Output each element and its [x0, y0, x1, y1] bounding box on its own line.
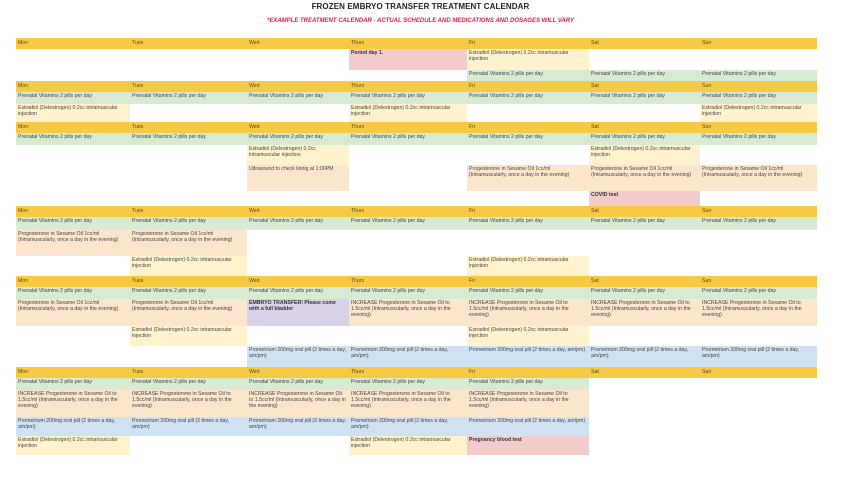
calendar-empty-cell	[247, 70, 349, 81]
calendar-row	[16, 390, 817, 417]
calendar-entry: INCREASE Progesterone in Sesame Oil to 1.5cc/ml (Intramuscularly, once a day in the evening)	[349, 390, 467, 417]
calendar-empty-cell	[700, 378, 817, 390]
calendar-empty-cell	[130, 346, 247, 367]
calendar-empty-cell	[589, 417, 700, 436]
day-header-fri: Fri	[467, 276, 589, 287]
day-header-wed: Wed	[247, 81, 349, 92]
calendar-entry: Prenatal Vitamins 2 pills per day	[16, 133, 130, 145]
calendar-empty-cell	[700, 145, 817, 165]
calendar-entry: INCREASE Progesterone in Sesame Oil to 1.5cc/ml (Intramuscularly, once a day in the evening)	[16, 390, 130, 417]
calendar-entry: Prenatal Vitamins 2 pills per day	[589, 217, 700, 230]
calendar-entry: Prenatal Vitamins 2 pills per day	[130, 287, 247, 299]
calendar-empty-cell	[247, 191, 349, 206]
day-header-sun: Sun	[700, 276, 817, 287]
calendar-empty-cell	[130, 191, 247, 206]
day-header-sat: Sat	[589, 206, 700, 217]
calendar-entry: Prenatal Vitamins 2 pills per day	[700, 287, 817, 299]
page-subtitle: *EXAMPLE TREATMENT CALENDAR - ACTUAL SCHEDULE AND MEDICATIONS AND DOSAGES WILL VARY	[266, 18, 574, 24]
calendar-entry: Prenatal Vitamins 2 pills per day	[349, 133, 467, 145]
calendar-entry: Prenatal Vitamins 2 pills per day	[589, 92, 700, 104]
day-header-mon: Mon	[16, 206, 130, 217]
calendar-empty-cell	[130, 104, 247, 122]
calendar-empty-cell	[589, 230, 700, 256]
calendar-entry: Progesterone in Sesame Oil 1cc/ml (Intramuscularly, once a day in the evening)	[16, 230, 130, 256]
calendar-empty-cell	[130, 70, 247, 81]
calendar-entry: Prenatal Vitamins 2 pills per day	[247, 133, 349, 145]
calendar-entry: Prometrium 200mg oral pill (2 times a day, am/pm)	[589, 346, 700, 367]
week-header-row	[16, 276, 817, 287]
calendar-empty-cell	[700, 49, 817, 70]
day-header-sun: Sun	[700, 122, 817, 133]
calendar-entry: Prenatal Vitamins 2 pills per day	[130, 378, 247, 390]
calendar-entry: Prenatal Vitamins 2 pills per day	[16, 217, 130, 230]
calendar-empty-cell	[247, 49, 349, 70]
calendar-entry: Estradiol (Delestrogen) 0.2cc intramuscular injection	[467, 326, 589, 346]
calendar-empty-cell	[700, 256, 817, 276]
calendar-entry: Prenatal Vitamins 2 pills per day	[700, 133, 817, 145]
day-header-sun: Sun	[700, 81, 817, 92]
day-header-sat: Sat	[589, 122, 700, 133]
calendar-entry: Progesterone in Sesame Oil 1cc/ml (Intramuscularly, once a day in the evening)	[130, 230, 247, 256]
day-header-sat: Sat	[589, 81, 700, 92]
calendar-entry: Prenatal Vitamins 2 pills per day	[589, 133, 700, 145]
week-header-row	[16, 122, 817, 133]
calendar-empty-cell	[589, 436, 700, 455]
calendar-empty-cell	[589, 256, 700, 276]
day-header-mon: Mon	[16, 81, 130, 92]
calendar-entry: Pregnancy blood test	[467, 436, 589, 455]
day-header-fri: Fri	[467, 81, 589, 92]
calendar-entry: Estradiol (Delestrogen) 0.2cc intramuscular injection	[589, 145, 700, 165]
calendar-row	[16, 256, 817, 276]
calendar-entry: Estradiol (Delestrogen) 0.2cc intramuscular injection	[16, 436, 130, 455]
calendar-empty-cell	[467, 191, 589, 206]
day-header-mon: Mon	[16, 276, 130, 287]
calendar-row	[16, 299, 817, 326]
day-header-fri: Fri	[467, 367, 589, 378]
day-header-fri: Fri	[467, 38, 589, 49]
calendar-empty-cell	[130, 436, 247, 455]
calendar-entry: Prometrium 200mg oral pill (2 times a day, am/pm)	[130, 417, 247, 436]
calendar-empty-cell	[349, 230, 467, 256]
calendar-empty-cell	[16, 145, 130, 165]
day-header-thurs: Thurs	[349, 367, 467, 378]
calendar-empty-cell	[349, 256, 467, 276]
calendar-entry: Estradiol (Delestrogen) 0.2cc intramuscular injection	[349, 436, 467, 455]
day-header-tues: Tues	[130, 122, 247, 133]
calendar-entry: Prenatal Vitamins 2 pills per day	[16, 287, 130, 299]
calendar-entry: Prometrium 200mg oral pill (2 times a day, am/pm)	[349, 417, 467, 436]
calendar-entry: Prenatal Vitamins 2 pills per day	[16, 92, 130, 104]
calendar-empty-cell	[349, 70, 467, 81]
day-header-wed: Wed	[247, 38, 349, 49]
calendar-row	[16, 145, 817, 165]
calendar-empty-cell	[16, 70, 130, 81]
calendar-entry: Progesterone in Sesame Oil 1cc/ml (Intramuscularly, once a day in the evening)	[700, 165, 817, 191]
calendar-entry: Prenatal Vitamins 2 pills per day	[247, 92, 349, 104]
calendar-empty-cell	[589, 378, 700, 390]
calendar-empty-cell	[467, 104, 589, 122]
calendar-entry: Prenatal Vitamins 2 pills per day	[467, 287, 589, 299]
calendar-entry: Prenatal Vitamins 2 pills per day	[130, 92, 247, 104]
calendar-empty-cell	[589, 326, 700, 346]
calendar-entry: Progesterone in Sesame Oil 1cc/ml (Intramuscularly, once a day in the evening)	[16, 299, 130, 326]
calendar-entry: Progesterone in Sesame Oil 1cc/ml (Intramuscularly, once a day in the evening)	[467, 165, 589, 191]
day-header-sun: Sun	[700, 367, 817, 378]
day-header-tues: Tues	[130, 367, 247, 378]
day-header-tues: Tues	[130, 81, 247, 92]
day-header-tues: Tues	[130, 38, 247, 49]
calendar-empty-cell	[130, 145, 247, 165]
day-header-thurs: Thurs	[349, 276, 467, 287]
calendar-entry: Estradiol (Delestrogen) 0.2cc intramuscular injection	[130, 326, 247, 346]
calendar-empty-cell	[589, 49, 700, 70]
day-header-sat: Sat	[589, 276, 700, 287]
calendar-empty-cell	[130, 49, 247, 70]
day-header-sat: Sat	[589, 367, 700, 378]
day-header-wed: Wed	[247, 206, 349, 217]
calendar-empty-cell	[130, 165, 247, 191]
calendar-empty-cell	[247, 230, 349, 256]
calendar-row	[16, 326, 817, 346]
calendar-empty-cell	[16, 326, 130, 346]
day-header-tues: Tues	[130, 276, 247, 287]
day-header-mon: Mon	[16, 38, 130, 49]
calendar-entry: Prometrium 200mg oral pill (2 times a day, am/pm)	[16, 417, 130, 436]
calendar-row	[16, 287, 817, 299]
calendar-empty-cell	[16, 165, 130, 191]
calendar-entry: Estradiol (Delestrogen) 0.2cc intramuscular injection	[247, 145, 349, 165]
calendar-row	[16, 191, 817, 206]
calendar-entry: Prometrium 200mg oral pill (2 times a day, am/pm)	[700, 346, 817, 367]
calendar-row	[16, 217, 817, 230]
day-header-thurs: Thurs	[349, 206, 467, 217]
calendar-entry: Prenatal Vitamins 2 pills per day	[130, 133, 247, 145]
calendar-row	[16, 165, 817, 191]
calendar-empty-cell	[16, 49, 130, 70]
calendar-entry: INCREASE Progesterone in Sesame Oil to 1.5cc/ml (Intramuscularly, once a day in the evening)	[589, 299, 700, 326]
calendar-entry: INCREASE Progesterone in Sesame Oil to 1.5cc/ml (Intramuscularly, once a day in the evening)	[467, 390, 589, 417]
calendar-entry: Prenatal Vitamins 2 pills per day	[467, 378, 589, 390]
calendar-entry: Prenatal Vitamins 2 pills per day	[130, 217, 247, 230]
calendar-entry: COVID test	[589, 191, 700, 206]
calendar-entry: Period day 1.	[349, 49, 467, 70]
calendar-entry: Prenatal Vitamins 2 pills per day	[247, 217, 349, 230]
day-header-fri: Fri	[467, 206, 589, 217]
calendar-row	[16, 70, 817, 81]
calendar-empty-cell	[247, 104, 349, 122]
calendar-entry: Prometrium 200mg oral pill (2 times a day, am/pm)	[467, 346, 589, 367]
calendar-entry: Prenatal Vitamins 2 pills per day	[467, 217, 589, 230]
day-header-mon: Mon	[16, 367, 130, 378]
calendar-row	[16, 133, 817, 145]
calendar-entry: Estradiol (Delestrogen) 0.2cc intramuscular injection	[700, 104, 817, 122]
calendar-entry: Estradiol (Delestrogen) 0.2cc intramuscular injection	[130, 256, 247, 276]
day-header-fri: Fri	[467, 122, 589, 133]
calendar-row	[16, 417, 817, 436]
calendar-empty-cell	[700, 436, 817, 455]
calendar-empty-cell	[247, 326, 349, 346]
calendar-empty-cell	[16, 346, 130, 367]
calendar-row	[16, 436, 817, 455]
calendar-entry: INCREASE Progesterone in Sesame Oil to 1.5cc/ml (Intramuscularly, once a day in the evening)	[700, 299, 817, 326]
calendar-entry: Progesterone in Sesame Oil 1cc/ml (Intramuscularly, once a day in the evening)	[589, 165, 700, 191]
calendar-entry: Prenatal Vitamins 2 pills per day	[589, 287, 700, 299]
calendar-entry: Prometrium 200mg oral pill (2 times a day, am/pm)	[349, 346, 467, 367]
calendar-empty-cell	[589, 390, 700, 417]
calendar-entry: Prenatal Vitamins 2 pills per day	[349, 378, 467, 390]
calendar-entry: INCREASE Progesterone in Sesame Oil to 1.5cc/ml (Intramuscularly, once a day in the evening)	[467, 299, 589, 326]
week-header-row	[16, 367, 817, 378]
calendar-empty-cell	[589, 104, 700, 122]
day-header-mon: Mon	[16, 122, 130, 133]
calendar-empty-cell	[700, 191, 817, 206]
day-header-thurs: Thurs	[349, 38, 467, 49]
calendar-empty-cell	[700, 390, 817, 417]
calendar-entry: Prenatal Vitamins 2 pills per day	[467, 133, 589, 145]
calendar-empty-cell	[700, 230, 817, 256]
calendar-entry: Estradiol (Delestrogen) 0.2cc intramuscular injection	[349, 104, 467, 122]
calendar-row	[16, 49, 817, 70]
calendar-entry: Estradiol (Delestrogen) 0.2cc intramuscular injection	[467, 256, 589, 276]
week-header-row	[16, 206, 817, 217]
calendar-empty-cell	[16, 256, 130, 276]
calendar-entry: Prenatal Vitamins 2 pills per day	[467, 70, 589, 81]
calendar-entry: INCREASE Progesterone in Sesame Oil to 1.5cc/ml (Intramuscularly, once a day in the evening)	[349, 299, 467, 326]
calendar-row	[16, 378, 817, 390]
calendar-row	[16, 92, 817, 104]
calendar-entry: INCREASE Progesterone in Sesame Oil to 1.5cc/ml (Intramuscularly, once a day in the evening)	[130, 390, 247, 417]
calendar-empty-cell	[700, 326, 817, 346]
calendar-empty-cell	[467, 145, 589, 165]
calendar-empty-cell	[700, 417, 817, 436]
calendar-row	[16, 230, 817, 256]
calendar-empty-cell	[349, 145, 467, 165]
calendar-entry: Prenatal Vitamins 2 pills per day	[349, 92, 467, 104]
week-header-row	[16, 38, 817, 49]
week-header-row	[16, 81, 817, 92]
calendar-entry: Prenatal Vitamins 2 pills per day	[247, 378, 349, 390]
calendar-row	[16, 104, 817, 122]
page-title: FROZEN EMBRYO TRANSFER TREATMENT CALENDAR	[311, 2, 530, 11]
calendar-entry: Prometrium 200mg oral pill (2 times a day, am/pm)	[247, 417, 349, 436]
calendar-empty-cell	[16, 191, 130, 206]
calendar-entry: Prenatal Vitamins 2 pills per day	[700, 92, 817, 104]
calendar-empty-cell	[467, 230, 589, 256]
calendar-entry: Progesterone in Sesame Oil 1cc/ml (Intramuscularly, once a day in the evening)	[130, 299, 247, 326]
calendar-entry: Estradiol (Delestrogen) 0.2cc intramuscular injection	[467, 49, 589, 70]
calendar-entry: Prenatal Vitamins 2 pills per day	[589, 70, 700, 81]
calendar-entry: Prenatal Vitamins 2 pills per day	[700, 217, 817, 230]
calendar-empty-cell	[349, 326, 467, 346]
calendar-entry: INCREASE Progesterone in Sesame Oil to 1.5cc/ml (Intramuscularly, once a day in the evening)	[247, 390, 349, 417]
calendar-entry: Prenatal Vitamins 2 pills per day	[467, 92, 589, 104]
day-header-wed: Wed	[247, 276, 349, 287]
calendar-entry: Prenatal Vitamins 2 pills per day	[349, 287, 467, 299]
calendar-entry: EMBRYO TRANSFER! Please come with a full bladder	[247, 299, 349, 326]
calendar-empty-cell	[247, 256, 349, 276]
calendar-entry: Prenatal Vitamins 2 pills per day	[700, 70, 817, 81]
treatment-calendar-grid	[16, 38, 817, 455]
calendar-entry: Ultrasound to check lining at 1:00PM	[247, 165, 349, 191]
day-header-sun: Sun	[700, 206, 817, 217]
calendar-entry: Prenatal Vitamins 2 pills per day	[16, 378, 130, 390]
day-header-sun: Sun	[700, 38, 817, 49]
calendar-entry: Prenatal Vitamins 2 pills per day	[349, 217, 467, 230]
day-header-thurs: Thurs	[349, 81, 467, 92]
calendar-entry: Prometrium 200mg oral pill (2 times a day, am/pm)	[247, 346, 349, 367]
calendar-entry: Prenatal Vitamins 2 pills per day	[247, 287, 349, 299]
day-header-wed: Wed	[247, 367, 349, 378]
day-header-wed: Wed	[247, 122, 349, 133]
calendar-empty-cell	[349, 191, 467, 206]
calendar-entry: Estradiol (Delestrogen) 0.2cc intramuscular injection	[16, 104, 130, 122]
calendar-entry: Prometrium 200mg oral pill (2 times a day, am/pm)	[467, 417, 589, 436]
day-header-thurs: Thurs	[349, 122, 467, 133]
day-header-tues: Tues	[130, 206, 247, 217]
calendar-row	[16, 346, 817, 367]
day-header-sat: Sat	[589, 38, 700, 49]
calendar-empty-cell	[349, 165, 467, 191]
calendar-empty-cell	[247, 436, 349, 455]
